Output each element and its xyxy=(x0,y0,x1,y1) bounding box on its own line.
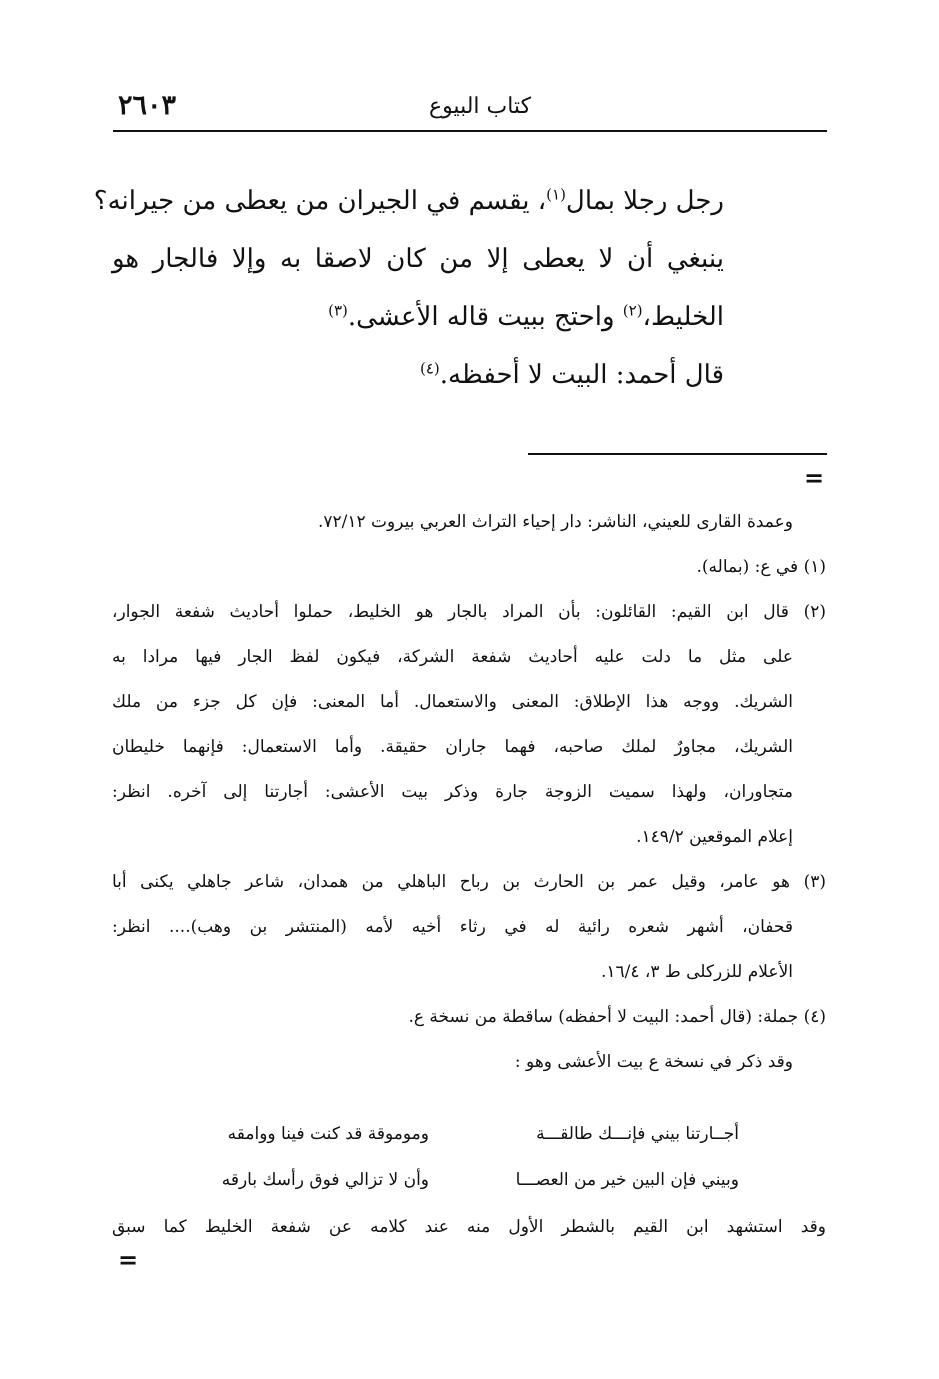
verse-line-1-right: أجــارتنا بيني فإنـــك طالقـــة xyxy=(536,1124,739,1144)
footnote-4-continued xyxy=(112,1205,826,1250)
page-number: ٢٦٠٣ xyxy=(118,90,177,121)
main-text xyxy=(93,172,724,404)
footnote-2-line: الشريك. ووجه هذا الإطلاق: المعنى والاستعمال. أما المعنى: فإن كل جزء من ملك xyxy=(112,692,793,712)
footnote-3-line: الأعلام للزركلى ط ٣، ١٦/٤. xyxy=(600,962,793,982)
main-line-1: رجل رجلا بمال$^{(١)}$، يقسم في الجيران من يعطى من جيرانه؟ xyxy=(93,185,724,216)
verse-line-2-right: وبيني فإن البين خير من العصـــا xyxy=(515,1170,739,1190)
verse-line-1-left: وموموقة قد كنت فينا ووامقه xyxy=(227,1124,429,1144)
footnote-4: (٤) جملة: (قال أحمد: البيت لا أحفظه) ساقطة من نسخة ع. xyxy=(408,1007,826,1027)
footnote-carry-over: وعمدة القارى للعيني، الناشر: دار إحياء التراث العربي بيروت ٧٢/١٢. xyxy=(317,512,793,532)
continuation-mark-top: = xyxy=(804,463,825,492)
footnote-ref-3: (٣) xyxy=(328,301,348,320)
footnote-3-line: قحفان، أشهر شعره رائية له في رثاء أخيه لأمه (المنتشر بن وهب).... انظر: xyxy=(112,917,793,937)
main-line-3: الخليط،$^{(٢)}$ واحتج ببيت قاله الأعشى.$^{(٣)}$ xyxy=(328,301,724,332)
footnotes xyxy=(112,500,826,1085)
footnote-2-line: الشريك، مجاورٌ لملك صاحبه، فهما جاران حقيقة. وأما الاستعمال: فإنهما خليطان xyxy=(112,737,793,757)
footnote-2-line: (٢) قال ابن القيم: القائلون: بأن المراد بالجار هو الخليط، حملوا أحاديث شفعة الجوار، xyxy=(112,602,826,622)
running-title: كتاب البيوع xyxy=(428,94,532,119)
verse-line-2-left: وأن لا تزالي فوق رأسك بارقه xyxy=(221,1170,429,1190)
footnote-1: (١) في ع: (بماله). xyxy=(696,557,826,577)
header-rule xyxy=(113,130,827,132)
continuation-mark-bottom: = xyxy=(118,1245,139,1274)
main-line-2: ينبغي أن لا يعطى إلا من كان لاصقا به وإلا فالجار هو xyxy=(112,244,724,274)
footnote-2-line: متجاوران، ولهذا سميت الزوجة جارة وذكر بيت الأعشى: أجارتنا إلى آخره. انظر: xyxy=(112,782,793,802)
footnote-2-line: إعلام الموقعين ١٤٩/٢. xyxy=(636,827,793,847)
footnote-separator xyxy=(528,453,827,455)
footnote-last-line: وقد استشهد ابن القيم بالشطر الأول منه عند كلامه عن شفعة الخليط كما سبق xyxy=(112,1217,826,1237)
main-line-4: قال أحمد: البيت لا أحفظه.$^{(٤)}$ xyxy=(420,359,724,390)
footnote-ref-2: (٢) xyxy=(622,301,643,320)
footnote-3-line: (٣) هو عامر، وقيل عمر بن الحارث بن رباح الباهلي من همدان، شاعر جاهلي يكنى أبا xyxy=(112,872,826,892)
footnote-ref-1: (١) xyxy=(546,185,566,204)
footnote-4-note: وقد ذكر في نسخة ع بيت الأعشى وهو : xyxy=(514,1052,793,1072)
footnote-ref-4: (٤) xyxy=(420,359,440,378)
footnote-2-line: على مثل ما دلت عليه أحاديث شفعة الشركة، فيكون لفظ الجار فيها مرادا به xyxy=(112,647,793,667)
